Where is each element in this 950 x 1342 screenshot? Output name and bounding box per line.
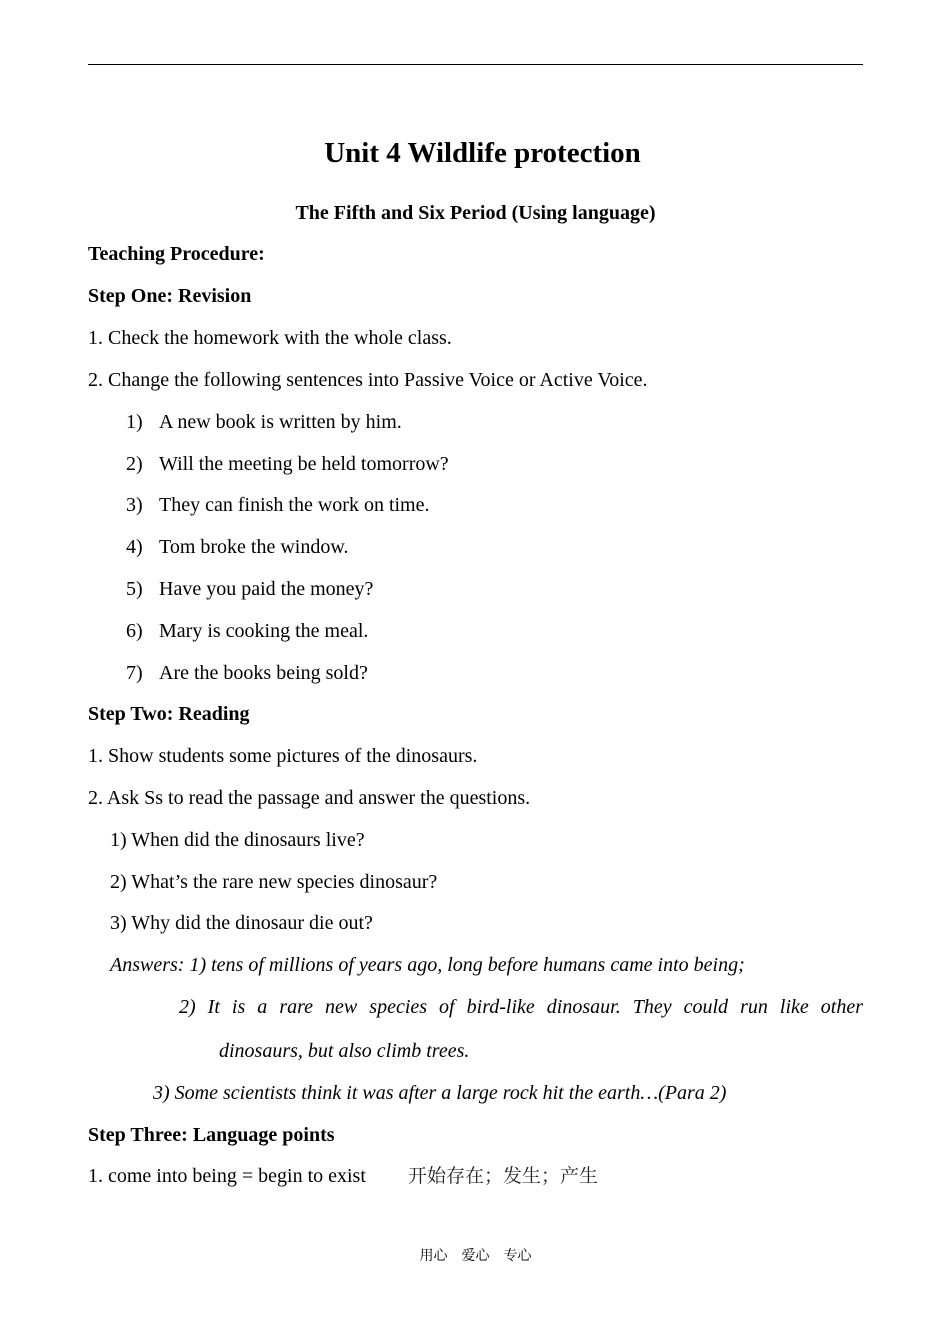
answer-2-line-2: dinosaurs, but also climb trees. [219,1040,470,1062]
page-footer: 用心 爱心 专心 [419,1248,532,1264]
step-one-line-2: 2. Change the following sentences into Passive Voice or Active Voice. [88,369,648,391]
step-three-heading: Step Three: Language points [88,1124,335,1146]
step-one-line-1: 1. Check the homework with the whole class. [88,327,452,349]
sentence-number: 4) [126,536,143,558]
page-subtitle: The Fifth and Six Period (Using language) [295,202,656,224]
step-two-heading: Step Two: Reading [88,703,250,725]
step-two-line-1: 1. Show students some pictures of the dinosaurs. [88,745,478,767]
answer-2-line-1: 2) It is a rare new species of bird-like dinosaur. They could run like other [179,996,863,1018]
language-point-1-chinese: 开始存在；发生；产生 [408,1165,599,1187]
header-rule [88,64,863,65]
sentence-number: 5) [126,578,143,600]
sentence-item: Mary is cooking the meal. [159,620,369,642]
sentence-number: 1) [126,411,143,433]
sentence-item: Have you paid the money? [159,578,374,600]
sentence-number: 7) [126,662,143,684]
answer-1: Answers: 1) tens of millions of years ago, long before humans came into being; [110,954,745,976]
question-item: 1) When did the dinosaurs live? [110,829,365,851]
teaching-procedure-heading: Teaching Procedure: [88,243,265,265]
answer-3: 3) Some scientists think it was after a large rock hit the earth…(Para 2) [153,1082,727,1104]
sentence-item: They can finish the work on time. [159,494,430,516]
sentence-item: Will the meeting be held tomorrow? [159,453,449,475]
sentence-item: Tom broke the window. [159,536,349,558]
question-item: 3) Why did the dinosaur die out? [110,912,373,934]
sentence-number: 2) [126,453,143,475]
language-point-1: 1. come into being = begin to exist [88,1165,366,1187]
sentence-number: 6) [126,620,143,642]
sentence-number: 3) [126,494,143,516]
question-item: 2) What’s the rare new species dinosaur? [110,871,438,893]
page-title: Unit 4 Wildlife protection [324,137,641,169]
sentence-item: Are the books being sold? [159,662,368,684]
step-one-heading: Step One: Revision [88,285,252,307]
step-two-line-2: 2. Ask Ss to read the passage and answer the questions. [88,787,531,809]
sentence-item: A new book is written by him. [159,411,402,433]
